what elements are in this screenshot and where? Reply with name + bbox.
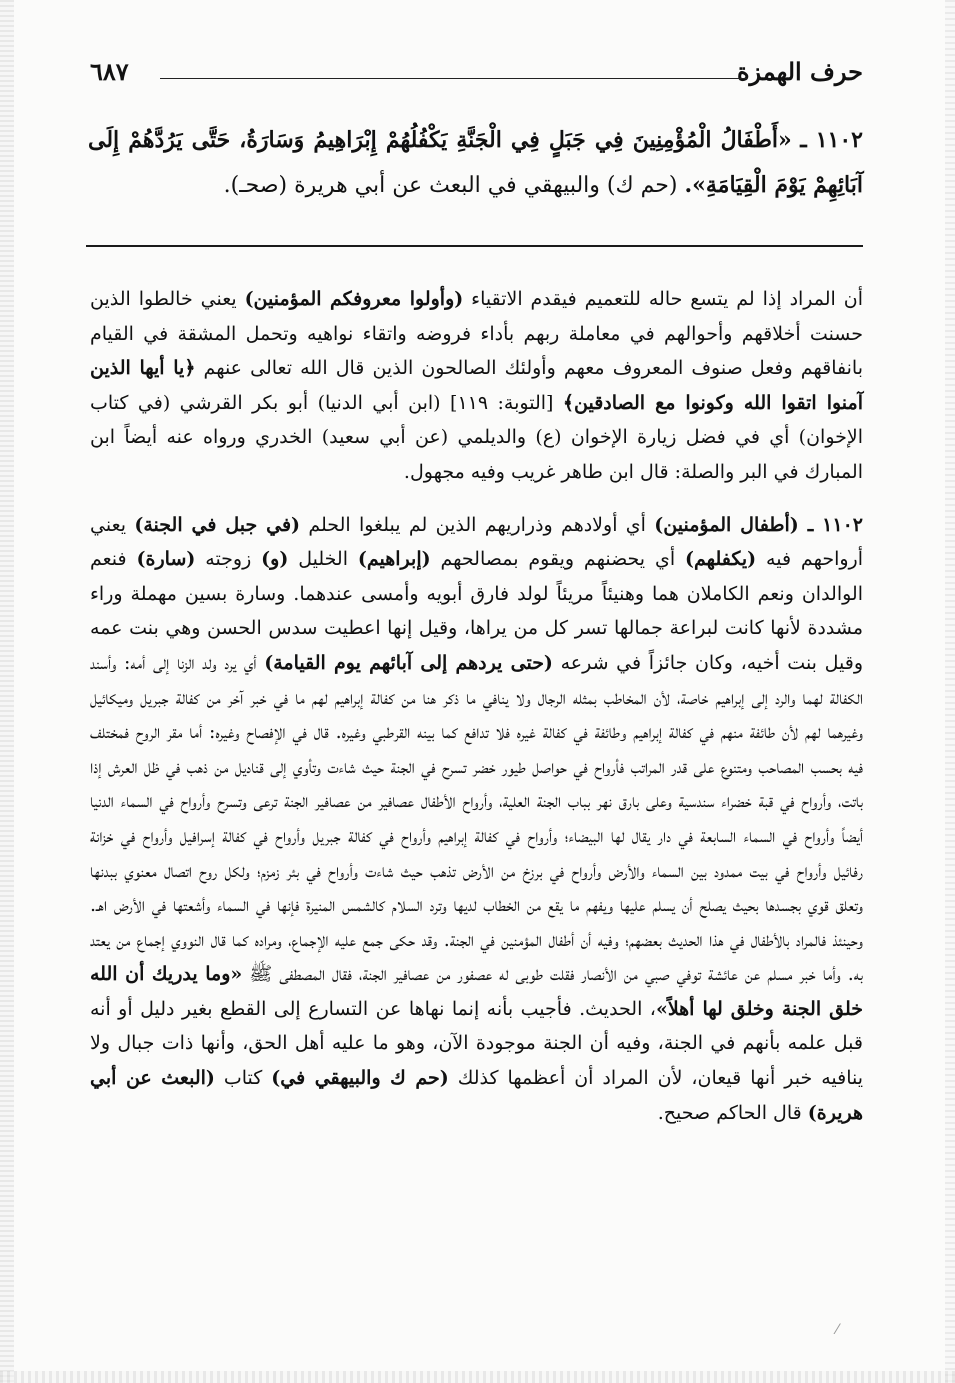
commentary-paragraph-2 — [90, 508, 863, 1131]
commentary-emphasis-text: ١١٠٢ ـ — [798, 513, 863, 536]
separator-rule — [86, 245, 863, 247]
commentary-text: [التوبة: ١١٩] (ابن أبي الدنيا) أبو بكر القرشي (في كتاب الإخوان) أي في فضل زيارة الإخوان (ع) والديلمي (عن أبي سعيد) الخدري ورواه عنه أيضاً ابن المبارك في البر والصلة: قال ابن طاهر غريب وفيه مجهول. — [90, 391, 863, 483]
running-header — [90, 52, 863, 92]
hadith-source: (حم ك) والبيهقي في البعث عن أبي هريرة (صحـ). — [223, 173, 678, 198]
page-number: ٦٨٧ — [90, 57, 129, 86]
commentary-emphasis-text: ﴿يا أيها الذين آمنوا اتقوا الله وكونوا مع الصادقين﴾ — [90, 357, 863, 414]
hadith-text: «أَطْفَالُ الْمُؤْمِنِينَ فِي جَبَلٍ فِي الْجَنَّةِ يَكْفُلُهُمْ إِبْرَاهِيمُ وَسَارَةُ، حَتَّى يَرُدَّهُمْ إِلَى آبَائِهِمْ يَوْمَ الْقِيَامَةِ». — [88, 127, 863, 198]
commentary-text: فنعم الوالدان ونعم الكاملان هما وهنيئاً مريئاً لولد فارق أبويه وأمسى عندهما. وسارة بسين مهملة وراء مشددة لأنها كانت لبراعة جمالها تسر كل من يراها، وقيل إنها اعطيت سدس الحسن وهي بنت عمه وقيل بنت أخيه، وكان جائزاً في شرعه — [90, 548, 864, 674]
commentary-text: كتاب — [214, 1067, 272, 1090]
hadith-text-block — [88, 118, 863, 208]
hadith-number: ١١٠٢ ـ — [800, 127, 863, 153]
commentary-text: الخليل — [288, 548, 358, 571]
scan-edge-bottom — [0, 1371, 955, 1383]
commentary-text: أي يحضنهم ويقوم بمصالحهم — [430, 548, 686, 571]
commentary-emphasis-text: (وأولوا معروفكم المؤمنين) — [244, 288, 464, 310]
commentary-emphasis-text: (سارة) — [136, 548, 196, 571]
commentary-text: زوجته — [195, 548, 262, 571]
commentary-paragraph-1 — [90, 282, 863, 490]
commentary-emphasis-text: «وما يدريك أن الله خلق الجنة وخلق لها أهلاً» — [90, 963, 863, 1020]
commentary-text: أي أولادهم وذراريهم الذين لم يبلغوا الحلم — [300, 513, 655, 536]
commentary-emphasis-text: (يكفلهم) — [685, 548, 757, 571]
commentary-emphasis-text: (في جبل في الجنة) — [134, 513, 301, 536]
scan-edge-left — [0, 0, 14, 1383]
commentary-text: قال الحاكم صحيح. — [657, 1101, 808, 1124]
scan-mark: ⁄ — [836, 1322, 839, 1338]
commentary-emphasis-text: (حتى يردهم إلى آبائهم يوم القيامة) — [264, 651, 553, 674]
commentary-text: أي يرد ولد الزنا إلى أمه: وأسند الكفالة لهما والرد إلى إبراهيم خاصة، لأن المخاطب بمثله الرجال ولا ينافي ما ذكر هنا من كفالة إبراهيم لهم ما في خبر آخر من كفالة جبريل وميكائيل وغيرهما لهم لأن طائفة منهم في كفالة إبراهيم وطائفة في كفالة غيره فلا تدافع كما بينه القرطبي وغيره. قال في الإفصاح وغيره: أما مقر الروح فمختلف فيه بحسب المصاحب ومتنوع على قدر المراتب فأرواح في حواصل طيور خضر تسرح في الجنة حيث شاءت وتأوي إلى قناديل من ذهب في ظل العرش إذا باتت، وأرواح في قبة خضراء سندسية وعلى بارق نهر بباب الجنة العلية، وأرواح الأطفال عصافير من عصافير الجنة ترعى وتسرح وأرواح في السماء الدنيا أيضاً وأرواح في السماء السابعة في دار يقال لها البيضاء؛ وأرواح في كفالة إبراهيم وأرواح في كفالة جبريل وأرواح في كفالة إسرافيل وأرواح في خزانة رفائيل وأرواح في بيت ممدود بين السماء والأرض وأرواح في برزخ من الأرض تذهب حيث شاءت وأرواح في بئر زمزم؛ ولكل روح اتصال معنوي ببدنها وتعلق قوي بجسدها بحيث يصلح أن يسلم عليها ويفهم ما يقع من الخطاب لديها وترد السلام كالشمس المنيرة فإنها في السماء وأشعتها في الأرض اهـ. وحينئذ فالمراد بالأطفال في هذا الحديث بعضهم؛ وفيه أن أطفال المؤمنين في الجنة. وقد حكى جمع عليه الإجماع، ومراده كما قال النووي إجماع من يعتد به. وأما خبر مسلم عن عائشة توفي صبي من الأنصار فقلت طوبى له عصفور من عصافير الجنة، فقال المصطفى ﷺ — [90, 651, 864, 986]
commentary-emphasis-text: (البعث عن أبي هريرة) — [90, 1067, 863, 1124]
header-rule — [160, 78, 747, 79]
scan-edge-right — [945, 0, 955, 1383]
commentary-text: يعني أرواحهم فيه — [90, 513, 863, 571]
commentary-emphasis-text: (حم ك والبيهقي في) — [271, 1067, 449, 1090]
commentary-text: يعني خالطوا الذين حسنت أخلاقهم وأحوالهم في معاملة ربهم بأداء فروضه واتقاء نواهيه وتحمل المشقة في القيام بانفاقهم وفعل صنوف المعروف معهم وأولئك الصالحون الذين قال الله تعالى عنهم — [90, 288, 863, 380]
commentary-emphasis-text: (إبراهيم) — [357, 548, 431, 571]
commentary-text: أن المراد إذا لم يتسع حاله للتعميم فيقدم الاتقياء — [463, 288, 863, 310]
commentary-block — [90, 282, 863, 1130]
commentary-text: ، الحديث. فأجيب بأنه إنما نهاها عن التسارع إلى القطع بغير دليل أو أنه قبل علمه بأنهم في الجنة، وفيه أن الجنة موجودة الآن، وهو ما عليه أهل الحق، وأنها ذات جبال ولا ينافيه خبر أنها قيعان، لأن المراد أن أعظمها كذلك — [90, 997, 864, 1090]
commentary-emphasis-text: (و) — [261, 548, 289, 571]
commentary-emphasis-text: (أطفال المؤمنين) — [654, 513, 799, 536]
chapter-title: حرف الهمزة — [736, 57, 863, 86]
